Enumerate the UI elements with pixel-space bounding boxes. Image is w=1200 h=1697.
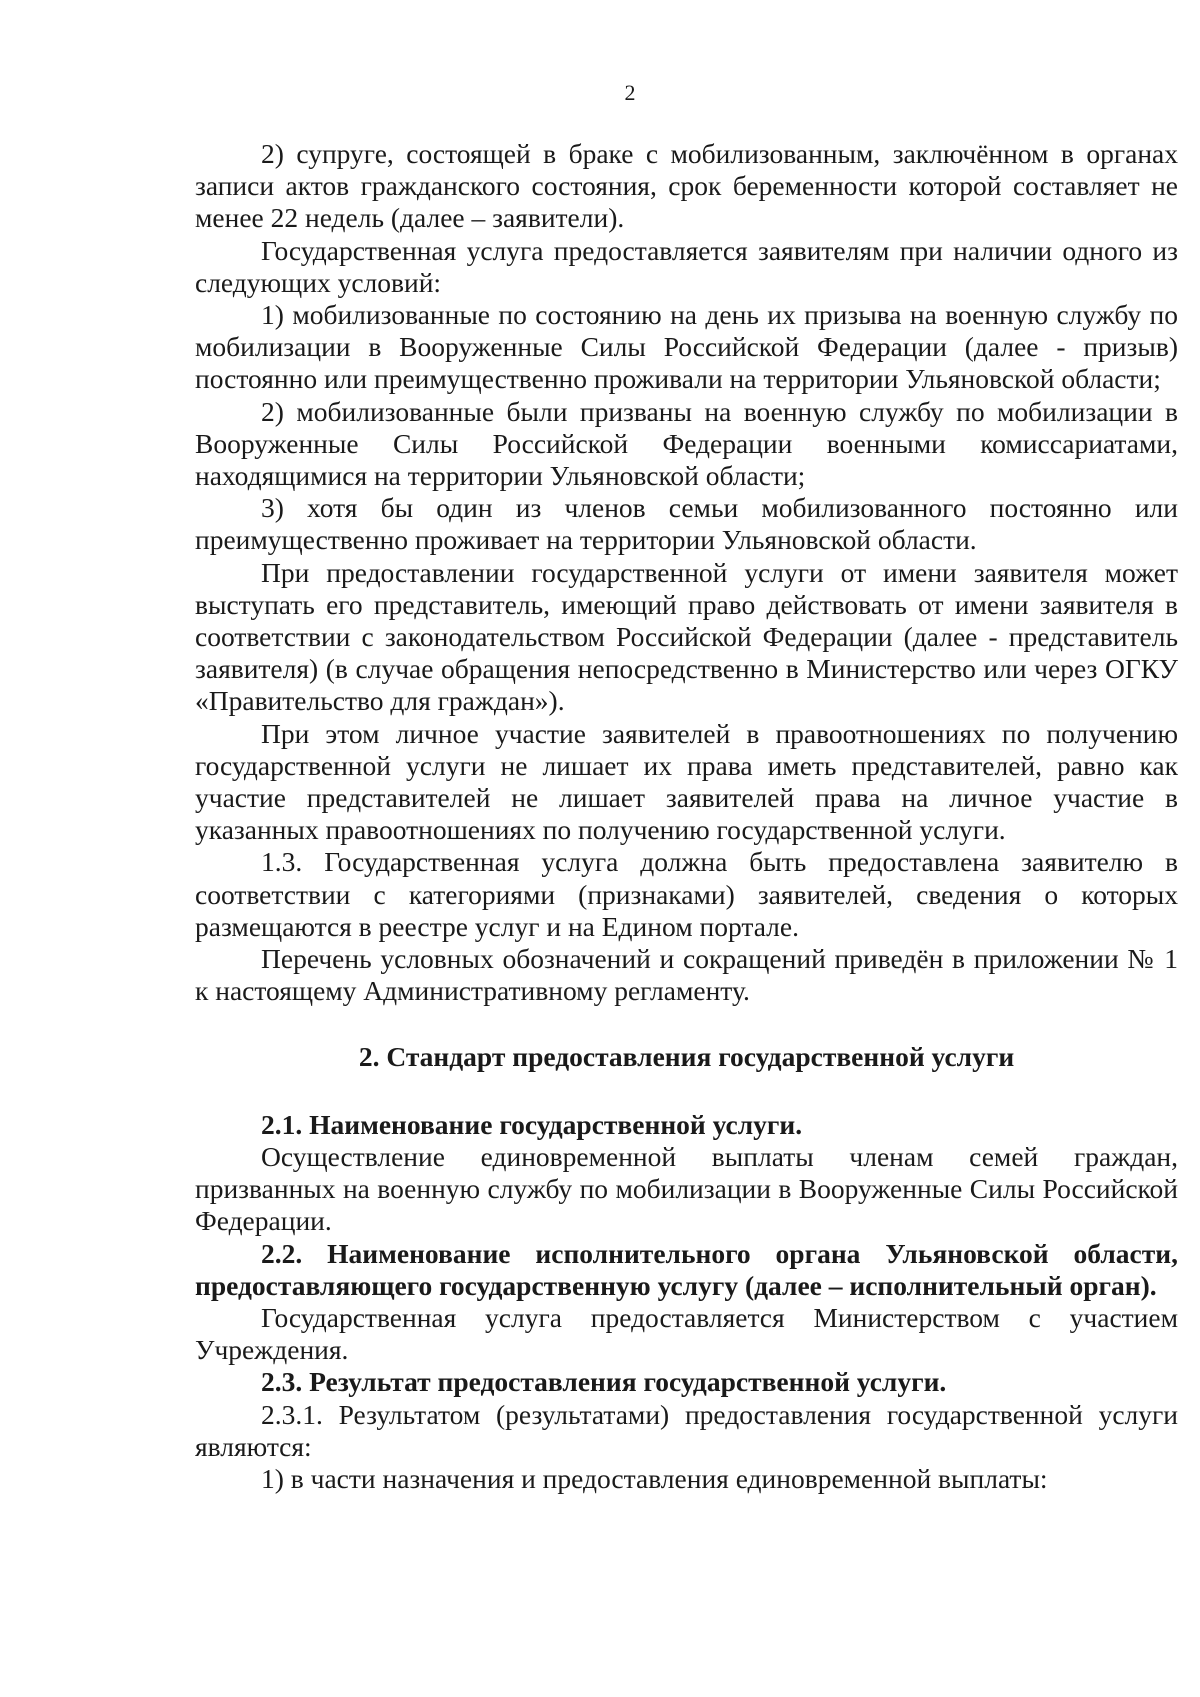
paragraph-provider: Государственная услуга предоставляется Министерством с участием Учреждения. — [195, 1301, 1178, 1366]
paragraph-condition-2: 2) мобилизованные были призваны на военную службу по мобилизации в Вооруженные Силы Российской Федерации военными комиссариатами, находящимися на территории Ульяновской области; — [195, 395, 1178, 492]
subheading-2-2: 2.2. Наименование исполнительного органа Ульяновской области, предоставляющего государственную услугу (далее – исполнительный орган). — [195, 1237, 1178, 1301]
paragraph-service-name: Осуществление единовременной выплаты членам семей граждан, призванных на военную службу по мобилизации в Вооруженные Силы Российской Федерации. — [195, 1140, 1178, 1237]
paragraph-abbreviations: Перечень условных обозначений и сокращений приведён в приложении № 1 к настоящему Административному регламенту. — [195, 943, 1178, 1007]
subheading-2-3: 2.3. Результат предоставления государственной услуги. — [261, 1366, 947, 1398]
paragraph-result-1: 1) в части назначения и предоставления единовременной выплаты: — [261, 1462, 1048, 1494]
paragraph-1-3: 1.3. Государственная услуга должна быть предоставлена заявителю в соответствии с категориями (признаками) заявителей, сведения о которых размещаются в реестре услуг и на Едином портале. — [195, 846, 1178, 942]
document-body — [195, 138, 1178, 1495]
paragraph-spouse: 2) супруге, состоящей в браке с мобилизованным, заключённом в органах записи актов гражданского состояния, срок беременности которой составляет не менее 22 недель (далее – заявители). — [195, 138, 1178, 234]
paragraph-condition-1: 1) мобилизованные по состоянию на день их призыва на военную службу по мобилизации в Вооруженные Силы Российской Федерации (далее - призыв) постоянно или преимущественно проживали на территории Ульяновской области; — [195, 299, 1178, 395]
paragraph-condition-3: 3) хотя бы один из членов семьи мобилизованного постоянно или преимущественно проживает на территории Ульяновской области. — [195, 492, 1178, 556]
paragraph-personal-participation: При этом личное участие заявителей в правоотношениях по получению государственной услуги не лишает их права иметь представителей, равно как участие представителей не лишает заявителей права на личное участие в указанных правоотношениях по получению государственной услуги. — [195, 717, 1178, 846]
page-number: 2 — [624, 80, 636, 105]
section-heading-2: 2. Стандарт предоставления государственной услуги — [358, 1041, 1015, 1073]
paragraph-representative: При предоставлении государственной услуги от имени заявителя может выступать его представитель, имеющий право действовать от имени заявителя в соответствии с законодательством Российской Федерации (далее - представитель заявителя) (в случае обращения непосредственно в Министерство или через ОГКУ «Правительство для граждан»). — [195, 556, 1178, 717]
subheading-2-1: 2.1. Наименование государственной услуги. — [261, 1108, 803, 1140]
paragraph-conditions-intro: Государственная услуга предоставляется заявителям при наличии одного из следующих условий: — [195, 234, 1178, 298]
paragraph-2-3-1: 2.3.1. Результатом (результатами) предоставления государственной услуги являются: — [195, 1398, 1178, 1462]
